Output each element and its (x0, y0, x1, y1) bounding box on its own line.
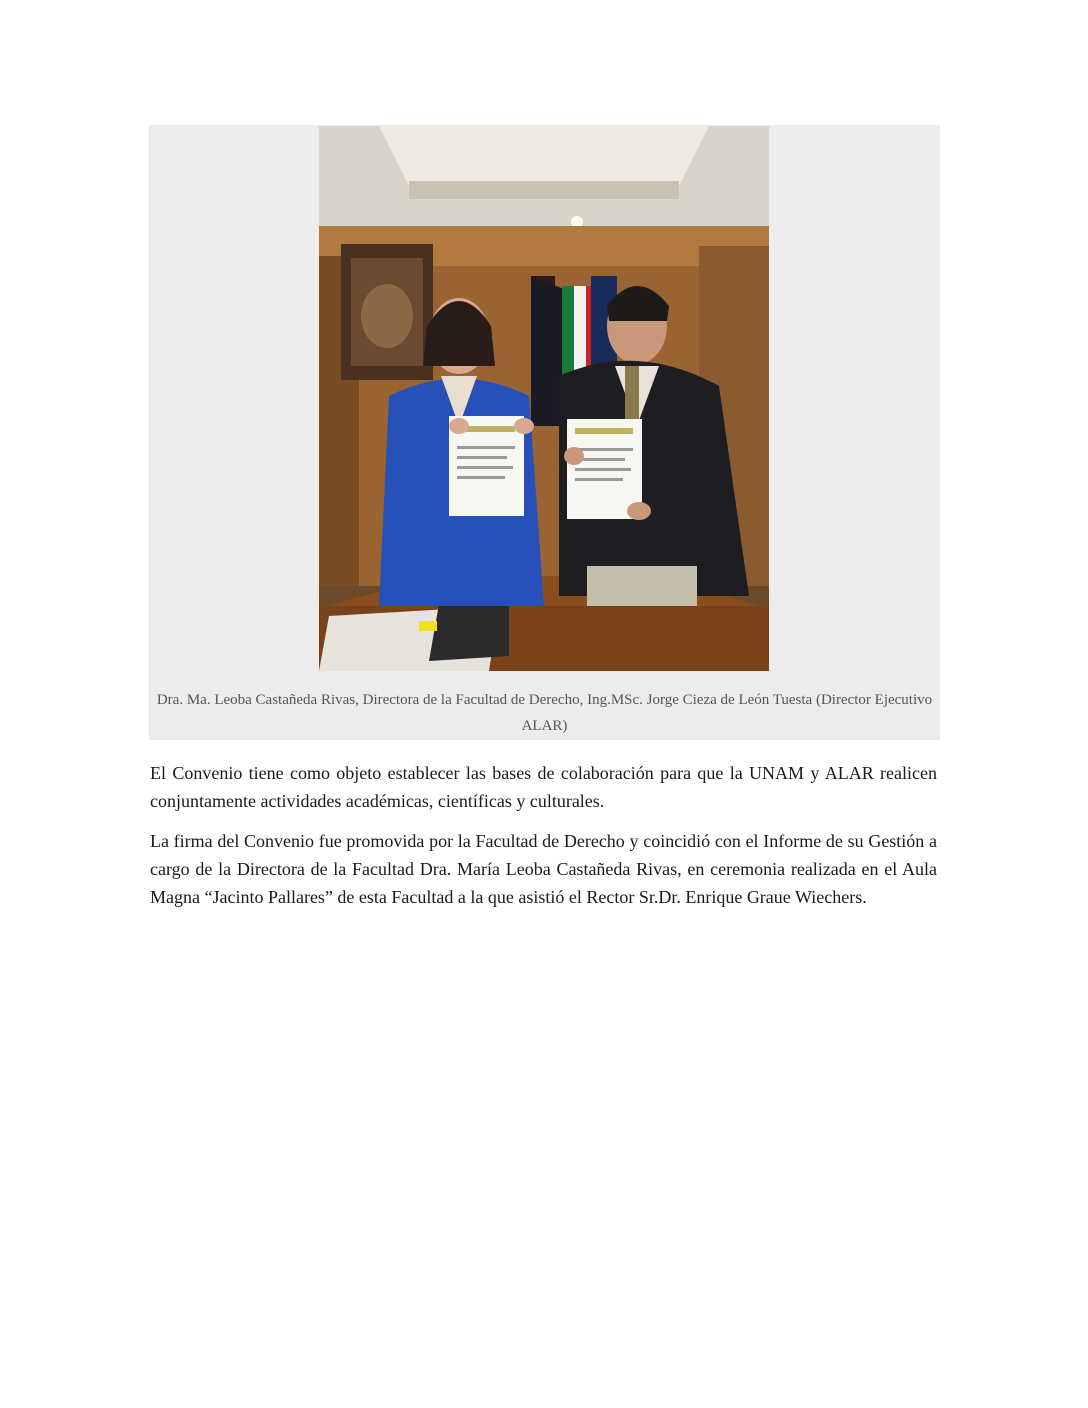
paragraph-1: El Convenio tiene como objeto establecer las bases de colaboración para que la UNAM y ALAR realicen conjuntamente actividades académicas, científicas y culturales. (150, 763, 937, 811)
figure-caption: Dra. Ma. Leoba Castañeda Rivas, Directora de la Facultad de Derecho, Ing.MSc. Jorge Cieza de León Tuesta (Director Ejecutivo ALAR) (156, 692, 933, 734)
figure (149, 125, 940, 740)
signing-ceremony-photo (319, 126, 769, 671)
paragraph-2: La firma del Convenio fue promovida por la Facultad de Derecho y coincidió con el Informe de su Gestión a cargo de la Directora de la Facultad Dra. María Leoba Castañeda Rivas, en ceremonia realizada en el Aula Magna “Jacinto Pallares” de esta Facultad a la que asistió el Rector Sr.Dr. Enrique Graue Wiechers. (150, 831, 937, 907)
